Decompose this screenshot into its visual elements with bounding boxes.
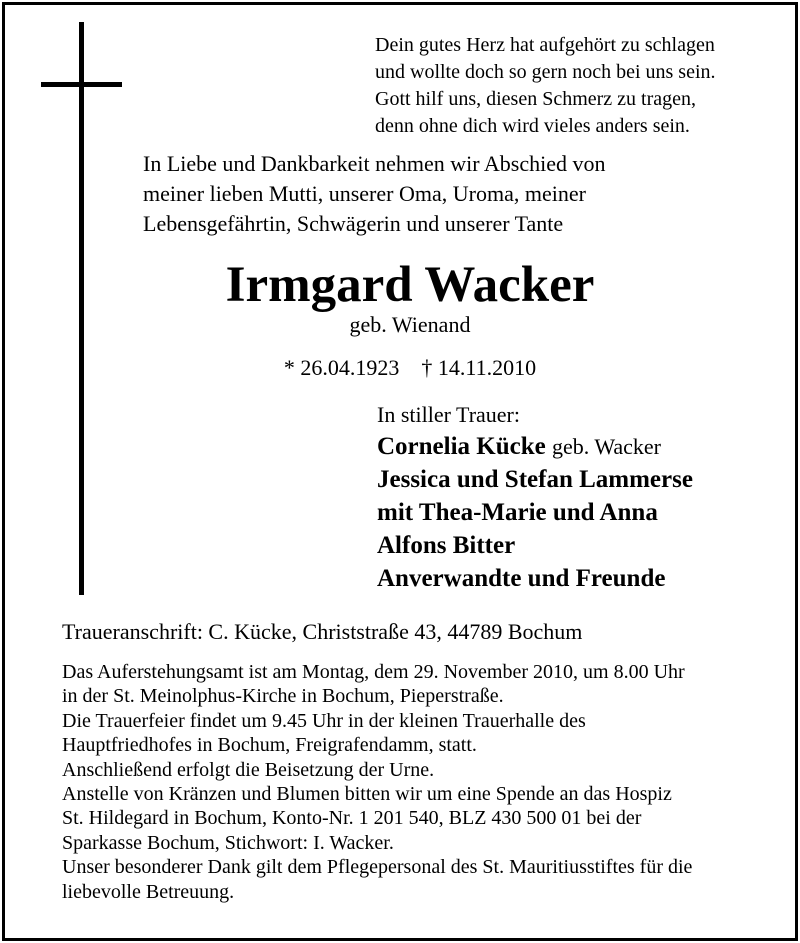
intro-line: In Liebe und Dankbarkeit nehmen wir Abschied von (143, 151, 606, 176)
mourner-name: Alfons Bitter (377, 532, 516, 559)
mourner-name: mit Thea-Marie und Anna (377, 499, 658, 526)
detail-line: Anstelle von Kränzen und Blumen bitten wir um eine Spende an das Hospiz (62, 783, 672, 806)
detail-line: Die Trauerfeier findet um 9.45 Uhr in der kleinen Trauerhalle des (62, 709, 586, 732)
detail-line: Sparkasse Bochum, Stichwort: I. Wacker. (62, 831, 394, 854)
mourners-heading: In stiller Trauer: (377, 402, 520, 427)
detail-line: liebevolle Betreuung. (62, 880, 235, 903)
mourner-entry (377, 430, 693, 463)
maiden-name: geb. Wienand (349, 312, 471, 337)
mourner-name: Jessica und Stefan Lammerse (377, 466, 693, 493)
mourner-name: Anverwandte und Freunde (377, 565, 666, 592)
farewell-intro (143, 149, 605, 239)
intro-line: meiner lieben Mutti, unserer Oma, Uroma, meiner (143, 181, 586, 206)
detail-line: Das Auferstehungsamt ist am Montag, dem 29. November 2010, um 8.00 Uhr (62, 661, 685, 683)
mourner-name: Cornelia Kücke (377, 433, 546, 460)
deceased-name: Irmgard Wacker (225, 257, 595, 313)
detail-line: Anschließend erfolgt die Beisetzung der Urne. (62, 758, 435, 781)
detail-line: Unser besonderer Dank gilt dem Pflegepersonal des St. Mauritiusstiftes für die (62, 856, 693, 879)
service-details (62, 660, 692, 904)
cross-horizontal-bar (41, 82, 122, 87)
verse-line: denn ohne dich wird vieles anders sein. (375, 115, 690, 137)
detail-line: Hauptfriedhofes in Bochum, Freigrafendamm, statt. (62, 734, 477, 757)
birth-date: * 26.04.1923 (283, 355, 400, 380)
mourner-note: geb. Wacker (552, 434, 661, 459)
detail-line: St. Hildegard in Bochum, Konto-Nr. 1 201 540, BLZ 430 500 01 bei der (62, 807, 642, 830)
detail-line: in der St. Meinolphus-Kirche in Bochum, Pieperstraße. (62, 685, 504, 708)
verse-line: Dein gutes Herz hat aufgehört zu schlagen (375, 34, 715, 56)
mourner-entry (377, 496, 693, 529)
mourner-entry (377, 529, 693, 562)
death-date: † 14.11.2010 (421, 355, 537, 380)
mourners-block (377, 400, 693, 595)
life-dates (0, 353, 800, 383)
memorial-verse (375, 32, 716, 140)
mourner-entry (377, 562, 693, 595)
intro-line: Lebensgefährtin, Schwägerin und unserer Tante (143, 211, 564, 236)
verse-line: Gott hilf uns, diesen Schmerz zu tragen, (375, 88, 697, 110)
verse-line: und wollte doch so gern noch bei uns sein. (375, 61, 716, 83)
mourning-address: Traueranschrift: C. Kücke, Christstraße 43, 44789 Bochum (62, 619, 583, 644)
mourner-entry (377, 463, 693, 496)
